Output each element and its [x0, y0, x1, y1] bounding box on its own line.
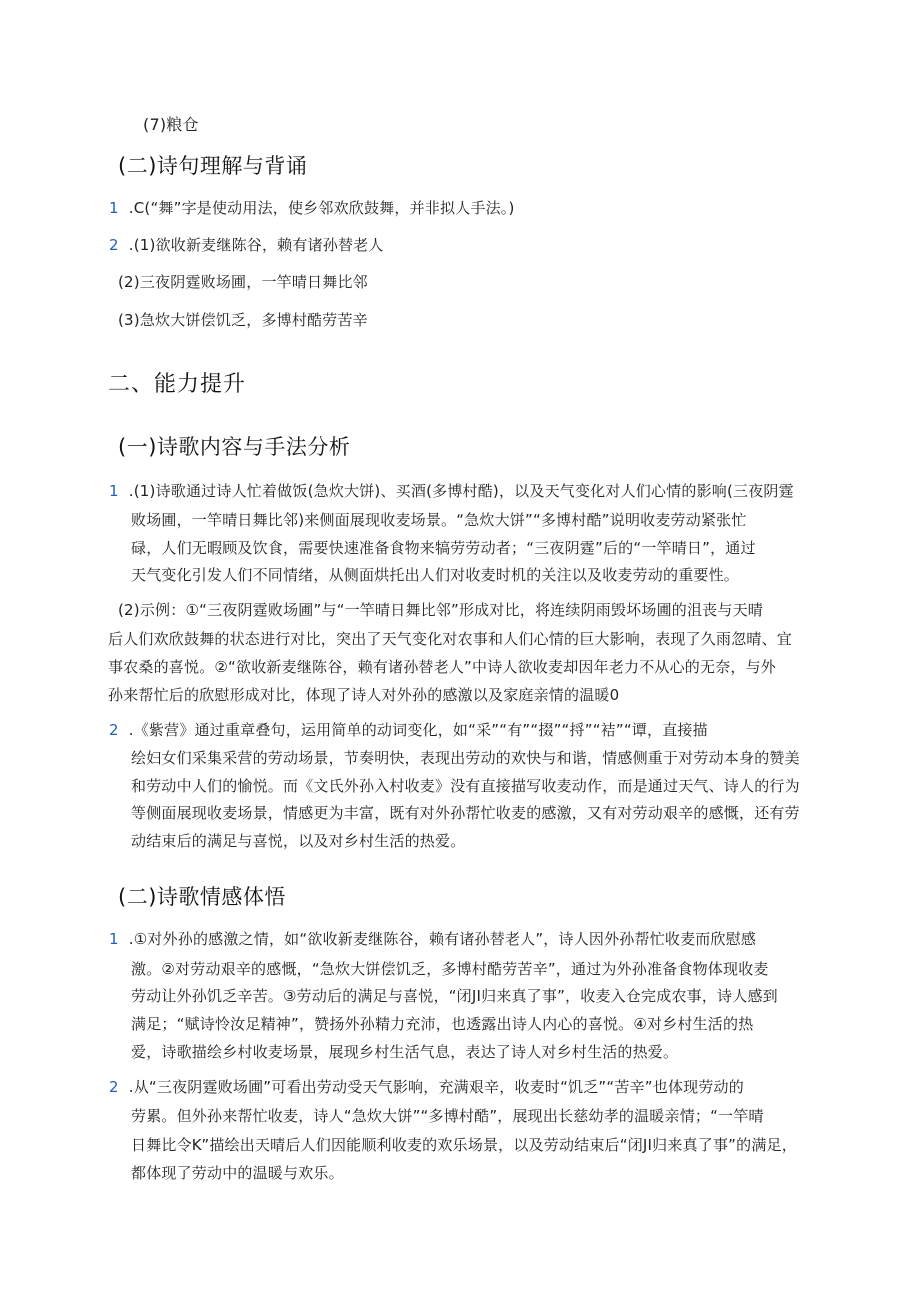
emotion-item-1-line-4: 满足；“赋诗怜汝足精神”，赞扬外孙精力充沛，也透露出诗人内心的喜悦。④对乡村生活的热 — [131, 1015, 754, 1033]
item-text: .(1)欲收新麦继陈谷，赖有诸孙替老人 — [128, 236, 384, 254]
analysis-item-1-line-2: 败场圃，一竿晴日舞比邻)来侧面展现收麦场景。“急炊大饼”“多博村酷”说明收麦劳动紧张忙 — [131, 511, 747, 529]
emotion-item-1-line-3: 劳动让外孙饥乏辛苦。③劳动后的满足与喜悦，“闭JI归来真了事”，收麦入仓完成农事，诗人感到 — [131, 987, 778, 1005]
item-number: 2 — [109, 236, 119, 254]
item-number: 1 — [109, 482, 119, 500]
emotion-item-1-line-1 — [109, 929, 756, 949]
item-number: 2 — [109, 721, 119, 739]
section-heading-ability-improvement: 二、能力提升 — [108, 372, 247, 397]
item-number: 1 — [109, 930, 119, 948]
emotion-item-2-line-1 — [109, 1077, 744, 1097]
emotion-item-2-line-2: 劳累。但外孙来帮忙收麦，诗人“急炊大饼”“多博村酷”，展现出长慈幼孝的温暖亲情；“一竿晴 — [131, 1107, 764, 1125]
item-text: .C(“舞”字是使动用法，使乡邻欢欣鼓舞，并非拟人手法。) — [128, 199, 515, 217]
item-number: 1 — [109, 199, 119, 217]
example-line-3: 事农桑的喜悦。②“欲收新麦继陈谷，赖有诸孙替老人”中诗人欲收麦却因年老力不从心的无奈，与外 — [108, 658, 776, 676]
analysis-item-1-line-3: 碌，人们无暇顾及饮食，需要快速准备食物来犒劳劳动者；“三夜阴霆”后的“一竿晴日”，通过 — [131, 539, 756, 557]
example-line-2: 后人们欢欣鼓舞的状态进行对比，突出了天气变化对农事和人们心情的巨大影响，表现了久雨忽晴、宜 — [108, 630, 793, 648]
analysis-item-1-line-1 — [109, 481, 794, 501]
analysis-item-2-line-4: 等侧面展现收麦场景，情感更为丰富，既有对外孙帮忙收麦的感激，又有对劳动艰辛的感慨，还有劳 — [131, 804, 800, 822]
list-item-7-granary: (7)粮仓 — [143, 115, 199, 134]
example-line-1: (2)示例：①“三夜阴霆败场圃”与“一竿晴日舞比邻”形成对比，将连续阴雨毁坏场圃的沮丧与天晴 — [118, 601, 763, 619]
emotion-item-1-line-5: 爱，诗歌描绘乡村收麦场景，展现乡村生活气息，表达了诗人对乡村生活的热爱。 — [131, 1043, 679, 1061]
answer-item-2 — [109, 235, 384, 255]
answer-subitem-2-2: (2)三夜阴霆败场圃，一竿晴日舞比邻 — [118, 273, 368, 291]
analysis-item-2-line-2: 绘妇女们采集采营的劳动场景，节奏明快，表现出劳动的欢快与和谐，情感侧重于对劳动本身的赞美 — [131, 749, 800, 767]
analysis-item-1-line-4: 天气变化引发人们不同情绪，从侧面烘托出人们对收麦时机的关注以及收麦劳动的重要性。 — [131, 566, 740, 584]
analysis-item-2-line-3: 和劳动中人们的愉悦。而《文氏外孙入村收麦》没有直接描写收麦动作，而是通过天气、诗人的行为 — [131, 777, 800, 795]
analysis-item-2-line-1 — [109, 720, 708, 740]
emotion-item-2-line-4: 都体现了劳动中的温暖与欢乐。 — [131, 1164, 344, 1182]
section-heading-content-technique: (一)诗歌内容与手法分析 — [118, 435, 351, 459]
answer-subitem-2-3: (3)急炊大饼偿饥乏，多博村酷劳苦辛 — [118, 311, 368, 329]
section-heading-verse-understanding: (二)诗句理解与背诵 — [118, 154, 308, 178]
emotion-item-1-line-2: 激。②对劳动艰辛的感慨，“急炊大饼偿饥乏，多博村酷劳苦辛”，通过为外孙准备食物体现收麦 — [131, 960, 769, 978]
emotion-item-2-line-3: 日舞比令K”描绘出天晴后人们因能顺利收麦的欢乐场景，以及劳动结束后“闭JI归来真了事”的满足， — [131, 1136, 797, 1154]
section-heading-emotion: (二)诗歌情感体悟 — [118, 885, 286, 909]
item-text: .①对外孙的感激之情，如“欲收新麦继陈谷，赖有诸孙替老人”，诗人因外孙帮忙收麦而欣慰感 — [128, 930, 757, 948]
item-text: .(1)诗歌通过诗人忙着做饭(急炊大饼)、买酒(多博村酷)，以及天气变化对人们心情的影响(三夜阴霆 — [128, 482, 794, 500]
item-text: .从“三夜阴霆败场圃”可看出劳动受天气影响，充满艰辛，收麦时“饥乏”“苦辛”也体现劳动的 — [128, 1078, 744, 1096]
item-text: .《紫营》通过重章叠句，运用简单的动词变化，如“采”“有”“掇”“捋”“袺”“谭，直接描 — [128, 721, 708, 739]
answer-item-1 — [109, 198, 515, 218]
item-number: 2 — [109, 1078, 119, 1096]
analysis-item-2-line-5: 动结束后的满足与喜悦，以及对乡村生活的热爱。 — [131, 832, 466, 850]
example-line-4: 孙来帮忙后的欣慰形成对比，体现了诗人对外孙的感激以及家庭亲情的温暖0 — [108, 686, 620, 704]
